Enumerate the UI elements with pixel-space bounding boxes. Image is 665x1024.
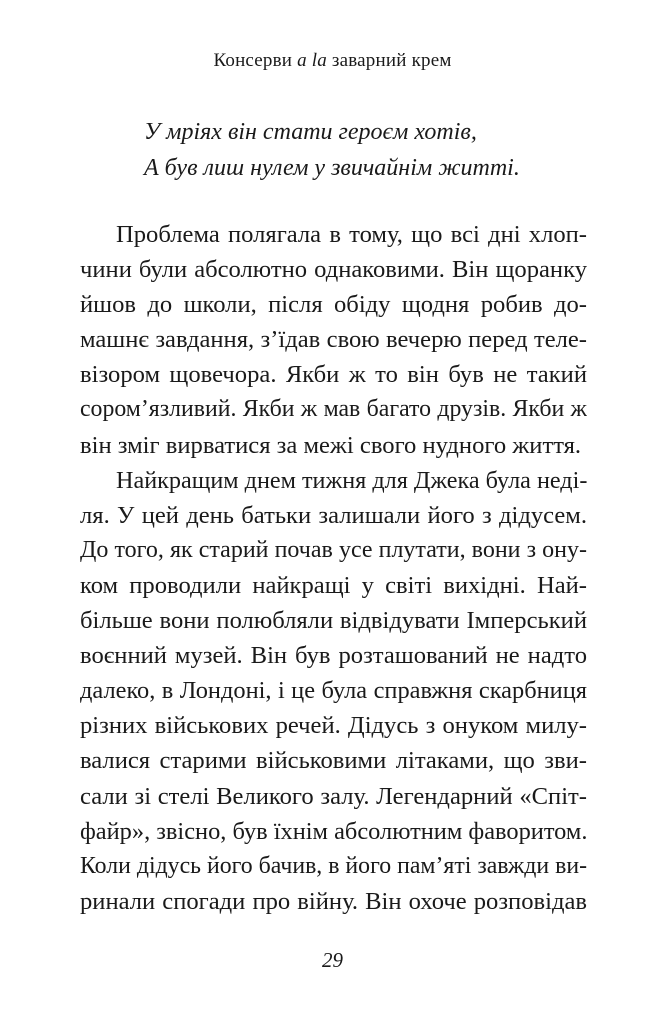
text-line: ринали спогади про війну. Він охоче розповідав (80, 887, 587, 915)
text-line: йшов до школи, після обіду щодня робив до- (80, 291, 587, 319)
page-number: 29 (322, 948, 343, 972)
text-line: До того, як старий почав усе плутати, вони з ону- (80, 536, 587, 563)
running-head-italic: a la (297, 50, 327, 71)
running-head (0, 50, 665, 72)
running-head-part: Консерви (213, 50, 298, 71)
epigraph (144, 114, 520, 186)
text-line: ля. У цей день батьки залишали його з дідусем. (80, 501, 587, 529)
text-line: сали зі стелі Великого залу. Легендарний «Спіт- (80, 782, 587, 810)
body-text (80, 217, 587, 919)
text-line: машнє завдання, з’їдав свою вечерю перед теле- (80, 326, 587, 354)
text-line: більше вони полюбляли відвідувати Імперський (80, 607, 587, 635)
text-line: Проблема полягала в тому, що всі дні хлоп- (116, 221, 587, 248)
text-line: візором щовечора. Якби ж то він був не такий (80, 361, 587, 389)
epigraph-line: А був лиш нулем у звичайнім житті. (144, 155, 520, 181)
epigraph-line: У мріях він стати героєм хотів, (144, 119, 477, 145)
text-line: воєнний музей. Він був розташований не надто (80, 642, 587, 670)
text-line: різних військових речей. Дідусь з онуком милу- (80, 712, 587, 740)
running-head-part: заварний крем (326, 50, 452, 71)
text-line: файр», звісно, був їхнім абсолютним фаворитом. (80, 817, 587, 845)
text-line: він зміг вирватися за межі свого нудного життя. (80, 431, 582, 459)
text-line: валися старими військовими літаками, що зви- (80, 747, 587, 775)
text-line: Коли дідусь його бачив, в його пам’яті завжди ви- (80, 852, 587, 879)
text-line: ком проводили найкращі у світі вихідні. Най- (80, 571, 587, 599)
text-line: сором’язливий. Якби ж мав багато друзів. Якби ж (80, 396, 587, 423)
text-line: Найкращим днем тижня для Джека була неді- (116, 466, 587, 494)
text-line: чини були абсолютно однаковими. Він щоранку (80, 256, 587, 284)
text-line: далеко, в Лондоні, і це була справжня скарбниця (80, 677, 587, 705)
